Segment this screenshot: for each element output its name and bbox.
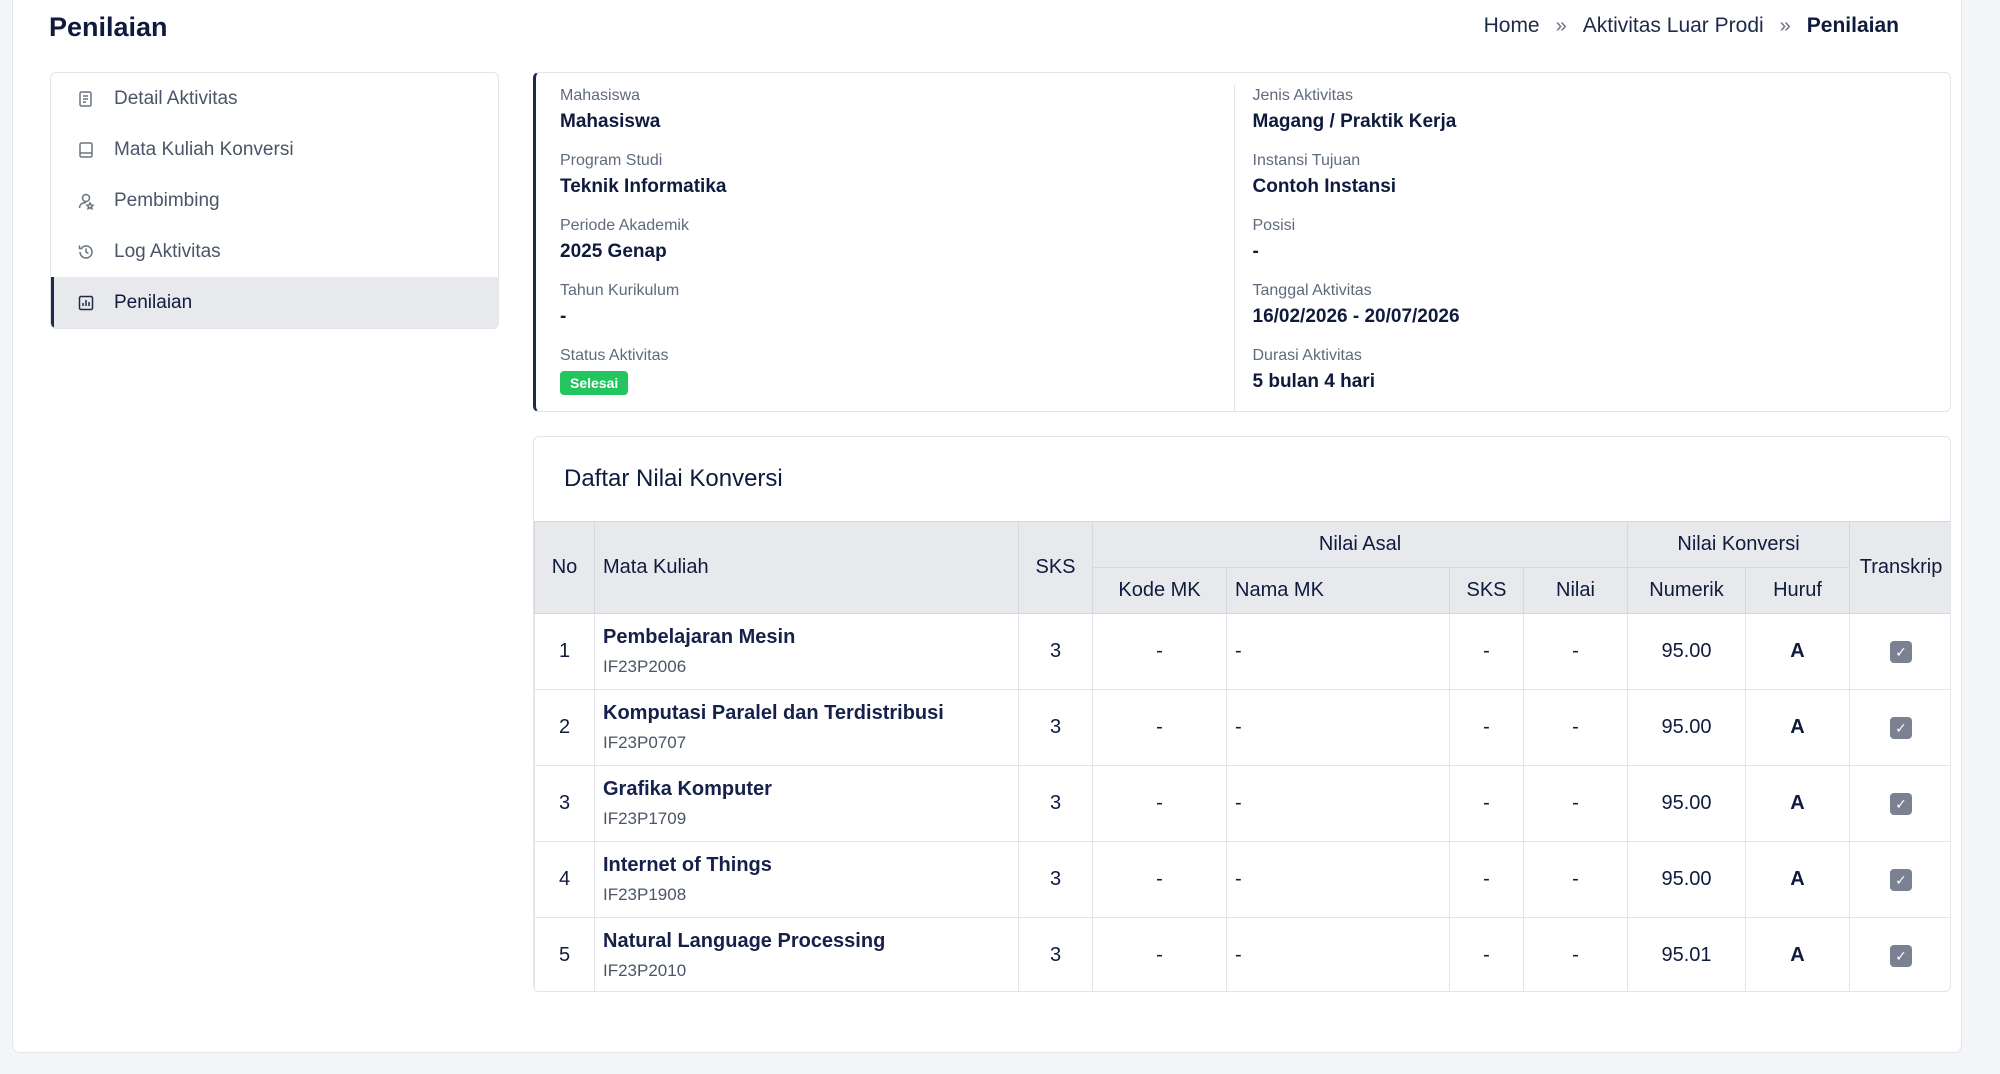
cell-origin-sks: - (1450, 842, 1524, 918)
cell-transcript (1850, 614, 1951, 690)
cell-origin-sks: - (1450, 766, 1524, 842)
cell-origin-sks: - (1450, 918, 1524, 993)
cell-numeric: 95.01 (1628, 918, 1746, 993)
cell-transcript (1850, 918, 1951, 993)
course-code: IF23P2006 (603, 657, 687, 676)
col-header-no: No (535, 522, 595, 614)
grades-title: Daftar Nilai Konversi (564, 465, 783, 492)
cell-no: 1 (535, 614, 595, 690)
cell-letter: A (1746, 690, 1850, 766)
user-icon (76, 191, 96, 211)
info-field-tanggal-aktivitas (1253, 280, 1927, 345)
info-value: Mahasiswa (560, 111, 661, 132)
cell-sks: 3 (1019, 690, 1093, 766)
info-label: Posisi (1252, 217, 1296, 234)
cell-course (595, 690, 1019, 766)
info-field-durasi-aktivitas (1253, 345, 1927, 410)
info-label: Program Studi (560, 152, 663, 169)
cell-letter: A (1746, 614, 1850, 690)
info-field-periode-akademik (560, 215, 1234, 280)
document-icon (76, 89, 96, 109)
table-row (535, 842, 1952, 918)
cell-origin-name: - (1227, 842, 1450, 918)
cell-sks: 3 (1019, 842, 1093, 918)
info-value: - (560, 306, 567, 327)
cell-numeric: 95.00 (1628, 614, 1746, 690)
col-header-course: Mata Kuliah (595, 522, 1019, 614)
cell-letter: A (1746, 766, 1850, 842)
cell-no: 2 (535, 690, 595, 766)
col-header-origin-name: Nama MK (1227, 568, 1450, 614)
cell-origin-code: - (1093, 842, 1227, 918)
info-field-program-studi (560, 150, 1234, 215)
info-value: 5 bulan 4 hari (1252, 371, 1375, 392)
cell-origin-value: - (1524, 842, 1628, 918)
cell-origin-code: - (1093, 690, 1227, 766)
cell-origin-value: - (1524, 766, 1628, 842)
info-field-status-aktivitas (560, 345, 1234, 410)
info-field-posisi (1253, 215, 1927, 280)
info-label: Tanggal Aktivitas (1252, 282, 1372, 299)
info-field-jenis-aktivitas (1253, 85, 1927, 150)
cell-letter: A (1746, 918, 1850, 993)
info-value: Teknik Informatika (560, 176, 727, 197)
cell-no: 3 (535, 766, 595, 842)
col-header-transcript: Transkrip (1850, 522, 1951, 614)
course-name: Komputasi Paralel dan Terdistribusi (603, 702, 944, 724)
cell-origin-value: - (1524, 690, 1628, 766)
cell-letter: A (1746, 842, 1850, 918)
status-badge: Selesai (560, 371, 628, 395)
breadcrumb-separator-icon: » (1555, 14, 1567, 37)
info-label: Tahun Kurikulum (560, 282, 680, 299)
sidebar-item-label: Detail Aktivitas (114, 87, 238, 109)
chart-icon (76, 293, 96, 313)
info-label: Mahasiswa (560, 87, 641, 104)
cell-sks: 3 (1019, 614, 1093, 690)
table-row (535, 614, 1952, 690)
cell-origin-name: - (1227, 918, 1450, 993)
course-code: IF23P0707 (603, 733, 687, 752)
breadcrumb-current: Penilaian (1806, 14, 1899, 37)
info-field-tahun-kurikulum (560, 280, 1234, 345)
cell-transcript (1850, 766, 1951, 842)
table-row (535, 766, 1952, 842)
sidebar-menu (50, 72, 499, 329)
cell-no: 4 (535, 842, 595, 918)
col-header-origin-code: Kode MK (1093, 568, 1227, 614)
info-label: Periode Akademik (560, 217, 689, 234)
cell-origin-value: - (1524, 918, 1628, 993)
cell-transcript (1850, 842, 1951, 918)
sidebar-item-label: Log Aktivitas (114, 240, 221, 262)
cell-origin-sks: - (1450, 690, 1524, 766)
sidebar-item-pembimbing[interactable] (51, 175, 498, 226)
breadcrumb-activity-link[interactable]: Aktivitas Luar Prodi (1582, 14, 1764, 37)
info-value: 16/02/2026 - 20/07/2026 (1252, 306, 1460, 327)
col-header-origin-sks: SKS (1450, 568, 1524, 614)
breadcrumb-home-link[interactable]: Home (1483, 14, 1540, 37)
info-label: Durasi Aktivitas (1252, 347, 1362, 364)
info-field-mahasiswa (560, 85, 1234, 150)
activity-info-card (533, 72, 1951, 412)
info-label: Status Aktivitas (560, 347, 669, 364)
page-title: Penilaian (49, 12, 168, 42)
cell-course (595, 842, 1019, 918)
cell-sks: 3 (1019, 766, 1093, 842)
transcript-checkbox[interactable]: ✓ (1890, 945, 1912, 967)
sidebar-item-log-aktivitas[interactable] (51, 226, 498, 277)
cell-course (595, 766, 1019, 842)
col-header-conversion-group: Nilai Konversi (1628, 522, 1850, 568)
cell-transcript (1850, 690, 1951, 766)
info-value: - (1252, 241, 1259, 262)
table-row (535, 918, 1952, 993)
grades-card (533, 436, 1951, 992)
info-column-left (560, 85, 1234, 411)
course-name: Pembelajaran Mesin (603, 626, 796, 648)
book-icon (76, 140, 96, 160)
cell-origin-value: - (1524, 614, 1628, 690)
info-value: Magang / Praktik Kerja (1252, 111, 1457, 132)
course-code: IF23P1709 (603, 809, 687, 828)
sidebar-item-label: Mata Kuliah Konversi (114, 138, 294, 160)
course-code: IF23P2010 (603, 961, 687, 980)
transcript-checkbox[interactable]: ✓ (1890, 717, 1912, 739)
cell-numeric: 95.00 (1628, 690, 1746, 766)
cell-origin-name: - (1227, 766, 1450, 842)
table-row (535, 690, 1952, 766)
cell-origin-name: - (1227, 614, 1450, 690)
info-value: 2025 Genap (560, 241, 667, 262)
cell-origin-sks: - (1450, 614, 1524, 690)
history-icon (76, 242, 96, 262)
cell-sks: 3 (1019, 918, 1093, 993)
course-code: IF23P1908 (603, 885, 687, 904)
course-name: Natural Language Processing (603, 930, 886, 952)
breadcrumb-separator-icon: » (1779, 14, 1791, 37)
cell-course (595, 614, 1019, 690)
cell-course (595, 918, 1019, 993)
course-name: Internet of Things (603, 854, 772, 876)
breadcrumb (1484, 14, 1899, 38)
sidebar-item-detail-aktivitas[interactable] (51, 73, 498, 124)
info-value: Contoh Instansi (1252, 176, 1397, 197)
info-column-right (1234, 85, 1927, 411)
info-label: Jenis Aktivitas (1252, 87, 1353, 104)
col-header-sks: SKS (1019, 522, 1093, 614)
course-name: Grafika Komputer (603, 778, 772, 800)
col-header-origin-value: Nilai (1524, 568, 1628, 614)
cell-origin-code: - (1093, 614, 1227, 690)
col-header-origin-group: Nilai Asal (1093, 522, 1628, 568)
info-label: Instansi Tujuan (1252, 152, 1361, 169)
cell-origin-name: - (1227, 690, 1450, 766)
sidebar-item-label: Pembimbing (114, 189, 220, 211)
cell-numeric: 95.00 (1628, 842, 1746, 918)
sidebar-item-mata-kuliah-konversi[interactable] (51, 124, 498, 175)
info-field-instansi-tujuan (1253, 150, 1927, 215)
col-header-numeric: Numerik (1628, 568, 1746, 614)
transcript-checkbox[interactable]: ✓ (1890, 641, 1912, 663)
sidebar-item-label: Penilaian (114, 291, 193, 313)
transcript-checkbox[interactable]: ✓ (1890, 793, 1912, 815)
grades-table (534, 521, 1951, 992)
col-header-letter: Huruf (1746, 568, 1850, 614)
cell-no: 5 (535, 918, 595, 993)
cell-numeric: 95.00 (1628, 766, 1746, 842)
cell-origin-code: - (1093, 766, 1227, 842)
cell-origin-code: - (1093, 918, 1227, 993)
transcript-checkbox[interactable]: ✓ (1890, 869, 1912, 891)
page-card (12, 0, 1962, 1053)
sidebar-item-penilaian[interactable] (51, 277, 498, 328)
